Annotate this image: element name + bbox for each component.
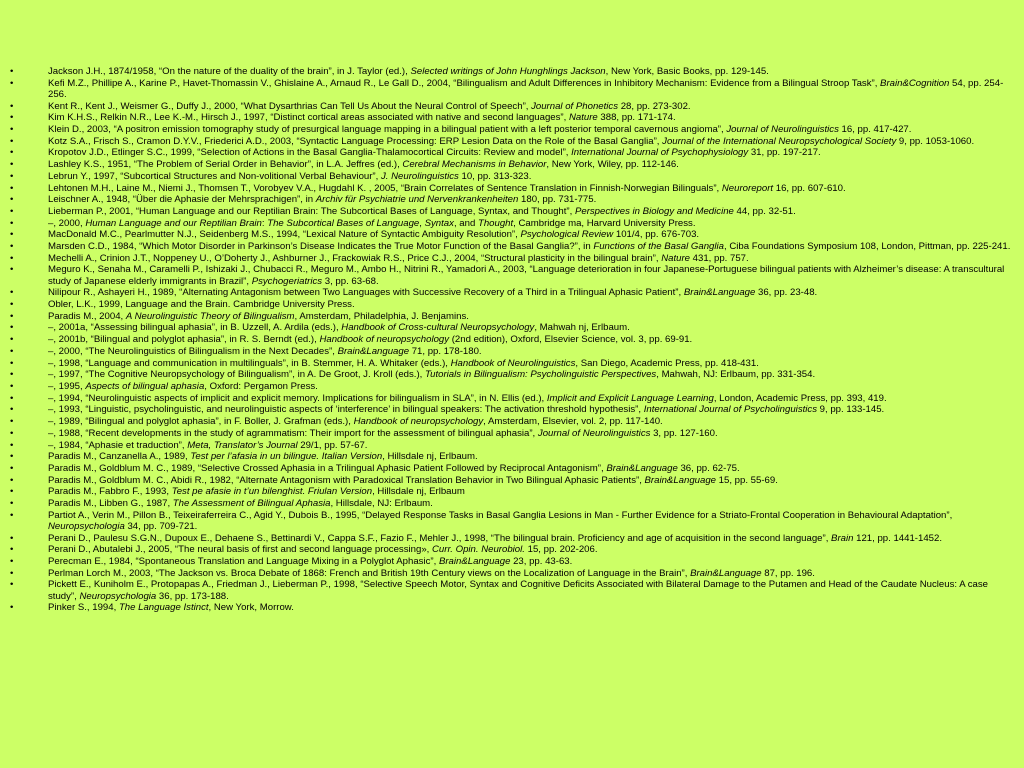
bullet-icon: • — [10, 602, 14, 614]
reference-title-italic: Functions of the Basal Ganglia — [593, 241, 724, 253]
reference-text-run: 15, pp. 202-206. — [524, 544, 598, 556]
reference-text — [48, 206, 796, 217]
reference-text-run: Paradis M., Fabbro F., 1993, — [48, 486, 172, 498]
reference-title-italic: Meta, Translator’s Journal — [187, 439, 298, 451]
reference-text-run: , Mahwah, NJ: Erlbaum, pp. 331-354. — [656, 369, 816, 381]
reference-text-run: 388, pp. 171-174. — [597, 112, 676, 124]
reference-text — [48, 101, 691, 112]
reference-title-italic: Aspects of bilingual aphasia — [85, 380, 205, 392]
reference-title-italic: J. Neurolinguistics — [380, 170, 459, 182]
reference-title-italic: Thought — [477, 217, 514, 229]
bullet-icon: • — [10, 159, 14, 171]
reference-item — [10, 124, 1012, 135]
reference-text — [48, 602, 294, 613]
reference-text-run: –, 2001a, “Assessing bilingual aphasia”, in B. Uzzell, A. Ardila (eds.), — [48, 322, 342, 334]
reference-text-run: 9, pp. 133-145. — [817, 404, 885, 416]
reference-text-run: Kefi M.Z., Phillipe A., Karine P., Havet-Thomassin V., Ghislaine A., Arnaud R., Le Gall D., 2004, “Bilingualism and Adult Differences in Inhibitory Mechanism: Evidence from a Bilingual Stroop Task”, — [48, 77, 881, 89]
reference-title-italic: Archiv für Psychiatrie und Nervenkrankenheiten — [315, 194, 519, 206]
reference-title-italic: Nature — [568, 112, 598, 124]
bullet-icon: • — [10, 498, 14, 510]
reference-title-italic: Brain — [831, 532, 854, 544]
reference-title-italic: Brain&Language — [644, 474, 717, 486]
reference-title-italic: Brain&Language — [606, 462, 678, 474]
reference-text — [48, 568, 815, 579]
reference-text-run: , New York, Basic Books, pp. 129-145. — [605, 66, 769, 77]
reference-text — [48, 241, 1010, 252]
reference-item — [10, 440, 1012, 451]
reference-text-run: 87, pp. 196. — [761, 567, 815, 579]
bullet-icon: • — [10, 532, 14, 544]
bullet-icon: • — [10, 182, 14, 194]
reference-item — [10, 171, 1012, 182]
bullet-icon: • — [10, 135, 14, 147]
reference-text-run: Paradis M., Libben G., 1987, — [48, 498, 173, 510]
reference-text — [48, 404, 884, 415]
reference-item — [10, 334, 1012, 345]
reference-title-italic: International Journal of Psycholinguistics — [643, 404, 818, 416]
reference-title-italic: Human Language and our Reptilian Brain — [85, 217, 262, 229]
reference-text-run: , Ciba Foundations Symposium 108, London, Pittman, pp. 225-241. — [724, 241, 1011, 253]
bullet-icon: • — [10, 124, 14, 136]
reference-title-italic: Implicit and Explicit Language Learning — [546, 392, 714, 404]
reference-item — [10, 66, 1012, 77]
reference-text-run: Partiot A., Verin M., Pillon B., Teixeiraferreira C., Agid Y., Dubois B., 1995, “Delayed Response Tasks in Basal Ganglia Lesions in Man - Further Evidence for a Striato-Frontal Cooperation in Behavioural Adaptation”, — [48, 509, 953, 521]
reference-text — [48, 556, 572, 567]
reference-text-run: Meguro K., Senaha M., Caramelli P., Ishizaki J., Chubacci R., Meguro M., Ambo H., Nitrini R., Yamadori A., 2003, “Language deterioration in four Japanese-Portuguese bilingual patients with Alzheimer’s disease: A transcultural study of Japanese elderly immigrants in Brazil”, — [48, 264, 1005, 287]
reference-item — [10, 183, 1012, 194]
reference-text-run: 44, pp. 32-51. — [733, 205, 796, 217]
bullet-icon: • — [10, 357, 14, 369]
reference-text-run: Perecman E., 1984, “Spontaneous Translation and Language Mixing in a Polyglot Aphasic”, — [48, 556, 439, 568]
bullet-icon: • — [10, 474, 14, 486]
reference-text-run: –, 1994, “Neurolinguistic aspects of implicit and explicit memory. Implications for bilingualism in SLA”, in N. Ellis (ed.), — [48, 392, 547, 404]
reference-item — [10, 533, 1012, 544]
reference-item — [10, 218, 1012, 229]
reference-item — [10, 510, 1012, 532]
reference-item — [10, 229, 1012, 240]
reference-text — [48, 183, 846, 194]
reference-item — [10, 602, 1012, 613]
reference-text — [48, 440, 367, 451]
bullet-icon: • — [10, 252, 14, 264]
reference-text-run: 3, pp. 63-68. — [322, 275, 379, 287]
reference-title-italic: Neuroreport — [721, 182, 774, 194]
reference-text — [48, 416, 663, 427]
reference-text-run: , New York, Morrow. — [208, 602, 294, 614]
bullet-icon: • — [10, 404, 14, 416]
reference-text-run: Obler, L.K., 1999, Language and the Brain. Cambridge University Press. — [48, 299, 355, 311]
reference-item — [10, 568, 1012, 579]
reference-text-run: 36, pp. 173-188. — [156, 590, 229, 602]
reference-text — [48, 287, 817, 298]
reference-item — [10, 136, 1012, 147]
reference-text — [48, 78, 1003, 100]
reference-text-run: Lieberman P., 2001, “Human Language and our Reptilian Brain: The Subcortical Bases of Language, Syntax, and Thought”, — [48, 205, 575, 217]
reference-text — [48, 451, 478, 462]
bullet-icon: • — [10, 229, 14, 241]
reference-text-run: 36, pp. 23-48. — [755, 287, 818, 299]
reference-text — [48, 159, 679, 170]
reference-title-italic: Test per l’afasia in un bilingue. Italian Version — [190, 451, 383, 463]
reference-text-run: 180, pp. 731-775. — [518, 194, 597, 206]
reference-title-italic: Brain&Language — [438, 556, 511, 568]
reference-text — [48, 486, 465, 497]
reference-text — [48, 358, 759, 369]
reference-text-run: Kim K.H.S., Relkin N.R., Lee K.-M., Hirsch J., 1997, “Distinct cortical areas associated with native and second languages”, — [48, 112, 569, 124]
reference-text-run: , Amsterdam, Elsevier, vol. 2, pp. 117-140. — [483, 416, 663, 428]
bullet-icon: • — [10, 380, 14, 392]
reference-text — [48, 498, 433, 509]
reference-text — [48, 369, 815, 380]
reference-text-run: 71, pp. 178-180. — [409, 345, 482, 357]
reference-item — [10, 287, 1012, 298]
bullet-icon: • — [10, 462, 14, 474]
reference-text-run: 28, pp. 273-302. — [618, 100, 691, 112]
bullet-icon: • — [10, 345, 14, 357]
reference-text — [48, 428, 718, 439]
reference-item — [10, 428, 1012, 439]
reference-item — [10, 544, 1012, 555]
reference-text-run: Mechelli A., Crinion J.T., Noppeney U., O’Doherty J., Ashburner J., Frackowiak R.S., Price C.J., 2004, “Structural plasticity in the bilingual brain”, — [48, 252, 662, 264]
reference-text — [48, 112, 676, 123]
bullet-icon: • — [10, 77, 14, 89]
bullet-icon: • — [10, 439, 14, 451]
reference-text-run: Lebrun Y., 1997, “Subcortical Structures and Non-volitional Verbal Behaviour”, — [48, 170, 381, 182]
reference-item — [10, 264, 1012, 286]
reference-text-run: 23, pp. 43-63. — [510, 556, 573, 568]
bullet-icon: • — [10, 205, 14, 217]
reference-text — [48, 533, 942, 544]
reference-title-italic: Test pe afasie in t’un bilenghist. Friulan Version — [171, 486, 373, 498]
reference-title-italic: Syntax — [424, 217, 454, 229]
bullet-icon: • — [10, 451, 14, 463]
bullet-icon: • — [10, 194, 14, 206]
reference-title-italic: Journal of Phonetics — [531, 100, 619, 112]
reference-title-italic: The Assessment of Bilingual Aphasia — [172, 498, 331, 510]
reference-title-italic: Neuropsychologia — [48, 520, 125, 532]
bullet-icon: • — [10, 567, 14, 579]
reference-text — [48, 381, 318, 392]
reference-text-run: –, 1984, “Aphasie et traduction”, — [48, 439, 188, 451]
reference-text — [48, 544, 598, 555]
reference-text — [48, 311, 469, 322]
reference-text-run: , Hillsdale, NJ: Erlbaum. — [330, 498, 433, 510]
reference-text — [48, 218, 696, 229]
reference-text — [48, 510, 952, 532]
reference-item — [10, 369, 1012, 380]
bullet-icon: • — [10, 264, 14, 276]
reference-item — [10, 404, 1012, 415]
reference-text-run: , San Diego, Academic Press, pp. 418-431. — [575, 357, 759, 369]
reference-text-run: 10, pp. 313-323. — [458, 170, 532, 182]
reference-text-run: , London, Academic Press, pp. 393, 419. — [713, 392, 887, 404]
reference-text-run: Marsden C.D., 1984, “Which Motor Disorder in Parkinson’s Disease Indicates the True Motor Function of the Basal Ganglia?”, in — [48, 241, 594, 253]
reference-text-run: 101/4, pp. 676-703. — [613, 229, 700, 241]
reference-title-italic: Tutorials in Bilingualism: Psycholinguistic Perspectives — [425, 369, 657, 381]
reference-title-italic: Neuropsychologia — [79, 590, 157, 602]
bullet-icon: • — [10, 322, 14, 334]
reference-title-italic: Brain&Language — [690, 567, 762, 579]
reference-text-run: 16, pp. 417-427. — [838, 124, 912, 136]
bullet-icon: • — [10, 556, 14, 568]
reference-item — [10, 112, 1012, 123]
reference-title-italic: Journal of Neurolinguistics — [537, 427, 651, 439]
reference-text-run: Jackson J.H., 1874/1958, “On the nature of the duality of the brain”, in J. Taylor (ed.), — [48, 66, 411, 77]
reference-text — [48, 334, 692, 345]
reference-item — [10, 346, 1012, 357]
reference-item — [10, 579, 1012, 601]
reference-text-run: , Oxford: Pergamon Press. — [204, 380, 318, 392]
reference-item — [10, 463, 1012, 474]
bullet-icon: • — [10, 369, 14, 381]
reference-text-run: –, 1995, — [48, 380, 86, 392]
bullet-icon: • — [10, 299, 14, 311]
reference-text-run: –, 1997, “The Cognitive Neuropsychology of Bilingualism”, in A. De Groot, J. Kroll (eds.), — [48, 369, 425, 381]
reference-text — [48, 253, 749, 264]
reference-text — [48, 264, 1004, 286]
reference-text-run: , — [419, 217, 425, 229]
reference-text-run: (2nd edition), Oxford, Elsevier Science, vol. 3, pp. 69-91. — [449, 334, 693, 346]
reference-title-italic: Journal of the International Neuropsychological Society — [662, 135, 897, 147]
reference-title-italic: Psychological Review — [520, 229, 614, 241]
reference-text — [48, 136, 974, 147]
reference-text — [48, 66, 769, 77]
reference-text-run: Nilipour R., Ashayeri H., 1989, “Alternating Antagonism between Two Languages with Successive Recovery of a Third in a Trilingual Aphasic Patient”, — [48, 287, 684, 299]
reference-text-run: Perani D., Paulesu S.G.N., Dupoux E., Dehaene S., Bettinardi V., Cappa S.F., Fazio F., Mehler J., 1998, “The bilingual brain. Proficiency and age of acquisition in the second language”, — [48, 532, 832, 544]
reference-title-italic: Brain&Language — [337, 345, 410, 357]
reference-text-run: Paradis M., 2004, — [48, 310, 126, 322]
reference-title-italic: Selected writings of John Hunghlings Jackson — [410, 66, 606, 77]
reference-title-italic: Brain&Cognition — [880, 77, 950, 89]
reference-text-run: –, 2000, “The Neurolinguistics of Bilingualism in the Next Decades”, — [48, 345, 338, 357]
reference-text-run: 121, pp. 1441-1452. — [853, 532, 943, 544]
reference-title-italic: Nature — [661, 252, 690, 264]
reference-item — [10, 311, 1012, 322]
reference-title-italic: Handbook of Neurolinguistics — [450, 357, 576, 369]
reference-text — [48, 124, 911, 135]
reference-item — [10, 556, 1012, 567]
reference-text-run: Paradis M., Goldblum M. C., Abidi R., 1982, “Alternate Antagonism with Paradoxical Translation Behavior in Two Bilingual Aphasic Patients”, — [48, 474, 645, 486]
reference-text — [48, 147, 821, 158]
reference-text-run: Kropotov J.D., Etlinger S.C., 1999, “Selection of Actions in the Basal Ganglia-Thalamocortical Circuits: Review and model”, — [48, 147, 572, 159]
reference-text-run: : — [261, 217, 268, 229]
reference-title-italic: Curr. Opin. Neurobiol. — [431, 544, 525, 556]
reference-text-run: –, 1993, “Linguistic, psycholinguistic, and neurolinguistic aspects of ‘interference’ in bilingual speakers: The activation threshold hypothesis”, — [48, 404, 644, 416]
reference-text-run: Pinker S., 1994, — [48, 602, 119, 614]
reference-text — [48, 229, 699, 240]
reference-text — [48, 579, 988, 601]
reference-item — [10, 147, 1012, 158]
bullet-icon: • — [10, 334, 14, 346]
reference-text-run: 36, pp. 62-75. — [677, 462, 740, 474]
reference-text-run: 31, pp. 197-217. — [748, 147, 821, 159]
bullet-icon: • — [10, 112, 14, 124]
reference-item — [10, 322, 1012, 333]
reference-text — [48, 346, 482, 357]
reference-item — [10, 194, 1012, 205]
reference-text-run: Paradis M., Canzanella A., 1989, — [48, 451, 191, 463]
reference-text — [48, 463, 740, 474]
bullet-icon: • — [10, 486, 14, 498]
reference-title-italic: Perspectives in Biology and Medicine — [574, 205, 734, 217]
reference-item — [10, 416, 1012, 427]
reference-text — [48, 475, 778, 486]
reference-text-run: 54, pp. 254-256. — [48, 77, 1004, 100]
reference-list — [10, 66, 1012, 614]
reference-text-run: –, 2000, — [48, 217, 86, 229]
reference-text-run: , Hillsdale nj, Erlbaum. — [382, 451, 478, 463]
bullet-icon: • — [10, 100, 14, 112]
reference-title-italic: Handbook of neuropsychology — [319, 334, 450, 346]
bullet-icon: • — [10, 509, 14, 521]
reference-text-run: 34, pp. 709-721. — [124, 520, 198, 532]
reference-text-run: Lehtonen M.H., Laine M., Niemi J., Thomsen T., Vorobyev V.A., Hugdahl K. , 2005, “Brain Correlates of Sentence Translation in Finnish-Norwegian Bilinguals”, — [48, 182, 722, 194]
reference-item — [10, 299, 1012, 310]
reference-item — [10, 253, 1012, 264]
reference-title-italic: Cerebral Mechanisms in Behavior — [402, 159, 547, 171]
reference-text-run: 16, pp. 607-610. — [773, 182, 846, 194]
reference-text-run: –, 2001b, “Bilingual and polyglot aphasia”, in R. S. Berndt (ed.), — [48, 334, 320, 346]
reference-text-run: Kotz S.A., Frisch S., Cramon D.Y.V., Friederici A.D., 2003, “Syntactic Language Processing: ERP Lesion Data on the Role of the Basal Ganglia”, — [48, 135, 663, 147]
reference-item — [10, 475, 1012, 486]
bullet-icon: • — [10, 217, 14, 229]
reference-title-italic: The Subcortical Bases of Language — [267, 217, 420, 229]
reference-text-run: , New York, Wiley, pp. 112-146. — [546, 159, 679, 171]
reference-item — [10, 159, 1012, 170]
reference-text-run: , Amsterdam, Philadelphia, J. Benjamins. — [294, 310, 469, 322]
reference-text-run: –, 1989, “Bilingual and polyglot aphasia”, in F. Boller, J. Grafman (eds.), — [48, 416, 354, 428]
reference-text-run: Lashley K.S., 1951, “The Problem of Serial Order in Behavior”, in L.A. Jeffres (ed.), — [48, 159, 403, 171]
bullet-icon: • — [10, 392, 14, 404]
bullet-icon: • — [10, 579, 14, 591]
reference-item — [10, 393, 1012, 404]
reference-title-italic: Journal of Neurolinguistics — [726, 124, 839, 136]
reference-text-run: 15, pp. 55-69. — [716, 474, 778, 486]
reference-text-run: , and — [453, 217, 478, 229]
reference-text-run: 431, pp. 757. — [689, 252, 749, 264]
bullet-icon: • — [10, 416, 14, 428]
bullet-icon: • — [10, 287, 14, 299]
reference-title-italic: A Neurolinguistic Theory of Bilingualism — [125, 310, 295, 322]
reference-text-run: Pickett E., Kuniholm E., Protopapas A., Friedman J., Lieberman P., 1998, “Selective Speech Motor, Syntax and Cognitive Deficits Associated with Bilateral Damage to the Putamen and Head of the Caudate Nucleus: A case study”, — [48, 579, 988, 602]
reference-item — [10, 381, 1012, 392]
reference-text-run: Klein D., 2003, “A positron emission tomography study of presurgical language mapping in a bilingual patient with a left posterior temporal cavernous angioma”, — [48, 124, 727, 136]
bullet-icon: • — [10, 170, 14, 182]
reference-title-italic: Handbook of Cross-cultural Neuropsychology — [341, 322, 535, 334]
reference-text-run: Paradis M., Goldblum M. C., 1989, “Selective Crossed Aphasia in a Trilingual Aphasic Patient Followed by Reciprocal Antagonism”, — [48, 462, 607, 474]
bullet-icon: • — [10, 241, 14, 253]
reference-text — [48, 194, 596, 205]
reference-text-run: MacDonald M.C., Pearlmutter N.J., Seidenberg M.S., 1994, “Lexical Nature of Syntactic Ambiguity Resolution”, — [48, 229, 521, 241]
reference-item — [10, 101, 1012, 112]
reference-text-run: 3, pp. 127-160. — [650, 427, 718, 439]
bullet-icon: • — [10, 544, 14, 556]
reference-text-run: –, 1998, “Language and communication in multilinguals”, in B. Stemmer, H. A. Whitaker (eds.), — [48, 357, 451, 369]
reference-text — [48, 322, 630, 333]
reference-text-run: Perani D., Abutalebi J., 2005, “The neural basis of first and second language processing», — [48, 544, 432, 556]
reference-text-run: , Hillsdale nj, Erlbaum — [372, 486, 465, 498]
reference-item — [10, 498, 1012, 509]
reference-text — [48, 299, 355, 310]
reference-item — [10, 358, 1012, 369]
reference-item — [10, 486, 1012, 497]
reference-text — [48, 393, 887, 404]
reference-title-italic: International Journal of Psychophysiology — [571, 147, 749, 159]
reference-title-italic: Brain&Language — [683, 287, 756, 299]
bullet-icon: • — [10, 147, 14, 159]
reference-text-run: Perlman Lorch M., 2003, “The Jackson vs. Broca Debate of 1868: French and British 19th Century views on the Localization of Language in the Brain”, — [48, 567, 691, 579]
reference-title-italic: Psychogeriatrics — [251, 275, 323, 287]
reference-text-run: , Mahwah nj, Erlbaum. — [534, 322, 630, 334]
bullet-icon: • — [10, 310, 14, 322]
reference-text-run: Kent R., Kent J., Weismer G., Duffy J., 2000, “What Dysarthrias Can Tell Us About the Neural Control of Speech”, — [48, 100, 532, 112]
bullet-icon: • — [10, 427, 14, 439]
reference-title-italic: The Language Istinct — [118, 602, 209, 614]
reference-item — [10, 206, 1012, 217]
reference-text-run: 29/1, pp. 57-67. — [297, 439, 368, 451]
reference-item — [10, 78, 1012, 100]
reference-text-run: 9, pp. 1053-1060. — [896, 135, 975, 147]
reference-text-run: –, 1988, “Recent developments in the study of agrammatism: Their import for the assessment of bilingual aphasia”, — [48, 427, 538, 439]
reference-item — [10, 451, 1012, 462]
reference-title-italic: Handbook of neuropsychology — [353, 416, 484, 428]
reference-text-run: , Cambridge ma, Harvard University Press. — [513, 217, 696, 229]
bullet-icon: • — [10, 66, 14, 77]
reference-text — [48, 171, 531, 182]
reference-text-run: Leischner A., 1948, “Über die Aphasie der Mehrsprachigen”, in — [48, 194, 316, 206]
reference-item — [10, 241, 1012, 252]
